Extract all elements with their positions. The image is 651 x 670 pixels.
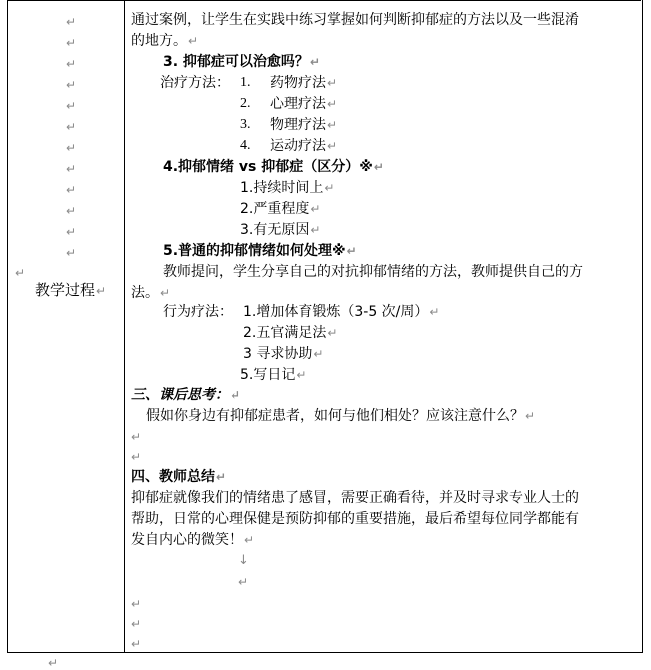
paragraph-mark: ↵ xyxy=(131,637,142,651)
section-5-text: 教师提问，学生分享自己的对抗抑郁情绪的方法，教师提供自己的方 xyxy=(163,264,583,280)
column-divider xyxy=(124,0,125,652)
paragraph-mark: ↵ xyxy=(131,450,142,464)
behavior-label: 行为疗法： xyxy=(163,304,233,320)
summary-title: 四、教师总结↵ xyxy=(131,469,227,485)
paragraph-mark: ↵ xyxy=(66,183,77,197)
paragraph-mark: ↵ xyxy=(131,597,142,611)
treatment-number: 4. xyxy=(240,138,251,153)
paragraph-mark: ↵ xyxy=(238,575,249,589)
behavior-item: 5.写日记↵ xyxy=(240,367,307,383)
summary-text: 帮助，日常的心理保健是预防抑郁的重要措施，最后希望每位同学都能有 xyxy=(131,511,579,527)
paragraph-mark: ↵ xyxy=(131,617,142,631)
paragraph-mark: ↵ xyxy=(66,78,77,92)
paragraph-mark: ↵ xyxy=(66,141,77,155)
treatment-label: 治疗方法： xyxy=(160,75,230,91)
paragraph-mark: ↵ xyxy=(66,246,77,260)
treatment-number: 3. xyxy=(240,117,251,132)
paragraph-mark: ↵ xyxy=(66,15,77,29)
after-class-title: 三、课后思考：↵ xyxy=(131,387,241,403)
section-5-text: 法。↵ xyxy=(131,285,171,301)
intro-text: 的地方。↵ xyxy=(131,33,199,49)
paragraph-mark: ↵ xyxy=(66,120,77,134)
section-5-title: 5.普通的抑郁情绪如何处理※↵ xyxy=(163,243,357,259)
section-4-title: 4.抑郁情绪 vs 抑郁症（区分）※↵ xyxy=(163,159,384,175)
distinction-item: 2.严重程度↵ xyxy=(240,201,321,217)
treatment-number: 2. xyxy=(240,96,251,111)
summary-text: 发自内心的微笑！↵ xyxy=(131,532,255,548)
intro-text: 通过案例，让学生在实践中练习掌握如何判断抑郁症的方法以及一些混淆 xyxy=(131,12,579,28)
distinction-item: 1.持续时间上↵ xyxy=(240,180,335,196)
treatment-item: 药物疗法↵ xyxy=(270,75,338,91)
paragraph-mark: ↵ xyxy=(66,162,77,176)
treatment-item: 物理疗法↵ xyxy=(270,117,338,133)
behavior-item: 1.增加体育锻炼（3-5 次/周）↵ xyxy=(243,304,440,320)
behavior-item: 3 寻求协助↵ xyxy=(243,346,324,362)
paragraph-mark: ↵ xyxy=(66,36,77,50)
paragraph-mark: ↵ xyxy=(15,266,26,280)
row-label: 教学过程↵ xyxy=(35,281,107,299)
behavior-item: 2.五官满足法↵ xyxy=(243,325,338,341)
line-break-arrow: ↓ xyxy=(238,553,249,568)
treatment-number: 1. xyxy=(240,75,251,90)
paragraph-mark: ↵ xyxy=(66,99,77,113)
paragraph-mark: ↵ xyxy=(48,656,59,670)
summary-text: 抑郁症就像我们的情绪患了感冒，需要正确看待，并及时寻求专业人士的 xyxy=(131,490,579,506)
treatment-item: 心理疗法↵ xyxy=(270,96,338,112)
paragraph-mark: ↵ xyxy=(66,225,77,239)
after-class-question: 假如你身边有抑郁症患者，如何与他们相处？应该注意什么？↵ xyxy=(146,408,536,424)
distinction-item: 3.有无原因↵ xyxy=(240,222,321,238)
treatment-item: 运动疗法↵ xyxy=(270,138,338,154)
paragraph-mark: ↵ xyxy=(131,430,142,444)
paragraph-mark: ↵ xyxy=(66,57,77,71)
paragraph-mark: ↵ xyxy=(66,204,77,218)
section-3-title: 3. 抑郁症可以治愈吗？↵ xyxy=(163,54,320,70)
